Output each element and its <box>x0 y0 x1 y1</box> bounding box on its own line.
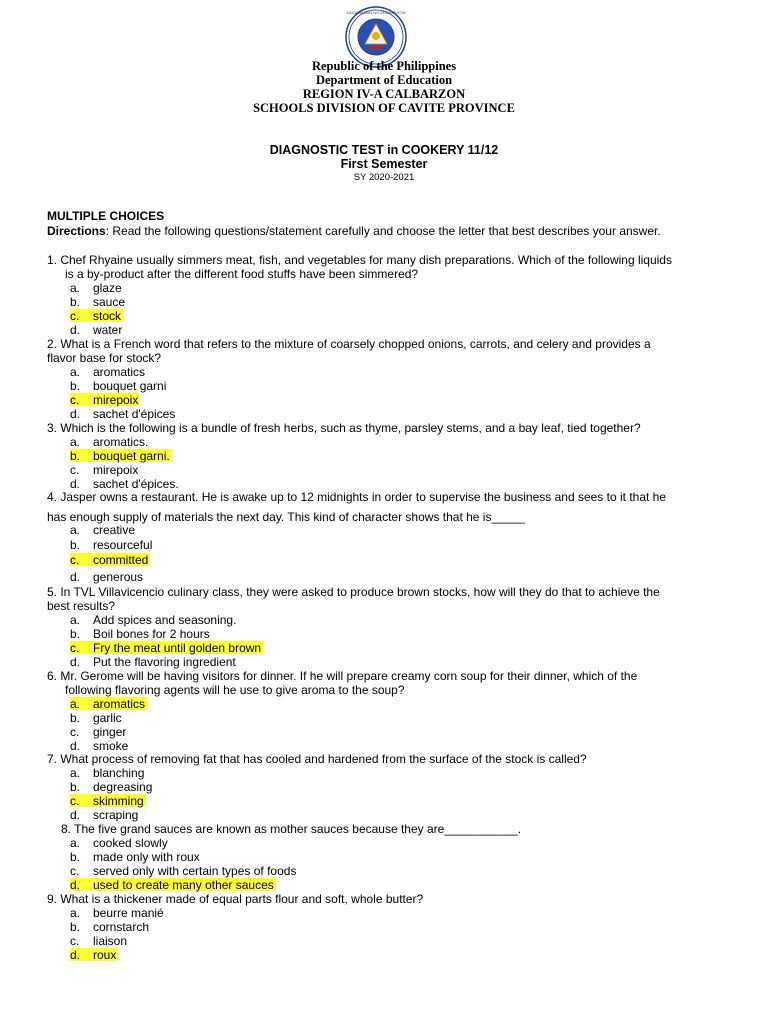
question-8-option <box>70 850 330 864</box>
option-letter: b. <box>70 295 81 309</box>
question-1-option <box>70 323 330 337</box>
option-letter: a. <box>70 523 81 537</box>
question-7-option <box>70 766 330 780</box>
question-5-option <box>70 613 330 627</box>
option-letter: d. <box>70 570 81 584</box>
test-semester: First Semester <box>340 157 428 171</box>
question-9-option <box>70 920 330 934</box>
option-text: smoke <box>93 739 129 753</box>
question-6-option <box>70 725 330 739</box>
option-text: cornstarch <box>93 920 150 934</box>
question-2-text: flavor base for stock? <box>47 351 162 365</box>
highlighted-answer: stock <box>93 309 122 323</box>
option-text: creative <box>93 523 136 537</box>
highlighted-answer: mirepoix <box>93 393 139 407</box>
option-letter: c. <box>70 393 80 407</box>
option-letter: b. <box>70 538 81 552</box>
option-text: aromatics <box>93 365 146 379</box>
question-4-option <box>70 538 330 552</box>
option-letter: a. <box>70 906 81 920</box>
svg-text:KAGAWARAN NG EDUKASYON: KAGAWARAN NG EDUKASYON <box>346 10 406 15</box>
question-1-option <box>70 295 330 309</box>
highlighted-answer: skimming <box>93 794 144 808</box>
question-7-option <box>70 794 330 808</box>
option-letter: b. <box>70 780 81 794</box>
option-letter: b. <box>70 449 81 463</box>
question-7-text: 7. What process of removing fat that has cooled and hardened from the surface of the stock is called? <box>47 752 587 766</box>
question-1-option <box>70 281 330 295</box>
directions <box>47 224 661 238</box>
question-9-option <box>70 948 330 962</box>
highlighted-answer: committed <box>93 553 149 567</box>
option-text: Put the flavoring ingredient <box>93 655 236 669</box>
option-letter: d. <box>70 808 81 822</box>
question-3-option <box>70 435 330 449</box>
option-letter: b. <box>70 711 81 725</box>
option-letter: a. <box>70 365 81 379</box>
question-7-option <box>70 780 330 794</box>
question-4-option <box>70 523 330 537</box>
question-5-option <box>70 627 330 641</box>
option-letter: c. <box>70 864 80 878</box>
option-letter: c. <box>70 309 80 323</box>
question-4-option <box>70 570 330 584</box>
option-text: water <box>93 323 123 337</box>
highlighted-answer: used to create many other sauces <box>93 878 274 892</box>
question-3-option <box>70 463 330 477</box>
header-division: SCHOOLS DIVISION OF CAVITE PROVINCE <box>253 101 515 115</box>
option-text: resourceful <box>93 538 153 552</box>
question-5-text: 5. In TVL Villavicencio culinary class, they were asked to produce brown stocks, how will they do that to achieve the <box>47 585 660 599</box>
option-text: ginger <box>93 725 127 739</box>
option-letter: d. <box>70 407 81 421</box>
option-letter: c. <box>70 725 80 739</box>
question-1-option <box>70 309 330 323</box>
option-letter: a. <box>70 766 81 780</box>
option-letter: d. <box>70 323 81 337</box>
question-4-text: 4. Jasper owns a restaurant. He is awake up to 12 midnights in order to supervise the business and sees to it that he <box>47 490 667 504</box>
option-letter: a. <box>70 281 81 295</box>
option-text: degreasing <box>93 780 153 794</box>
option-letter: d. <box>70 878 81 892</box>
option-letter: c. <box>70 794 80 808</box>
question-2-option <box>70 393 330 407</box>
option-letter: a. <box>70 836 81 850</box>
option-text: served only with certain types of foods <box>93 864 297 878</box>
question-3-option <box>70 449 330 463</box>
question-6-option <box>70 711 330 725</box>
question-2-option <box>70 379 330 393</box>
option-letter: b. <box>70 850 81 864</box>
option-text: blanching <box>93 766 145 780</box>
option-letter: a. <box>70 697 81 711</box>
option-text: Add spices and seasoning. <box>93 613 237 627</box>
question-2-text: 2. What is a French word that refers to the mixture of coarsely chopped onions, carrots, and celery and provides a <box>47 337 651 351</box>
option-text: bouquet garni <box>93 379 167 393</box>
highlighted-answer: bouquet garni. <box>93 449 170 463</box>
highlighted-answer: Fry the meat until golden brown <box>93 641 262 655</box>
question-9-text: 9. What is a thickener made of equal parts flour and soft, whole butter? <box>47 892 424 906</box>
option-text: generous <box>93 570 144 584</box>
question-8-text: 8. The five grand sauces are known as mother sauces because they are___________. <box>61 822 522 836</box>
question-7-option <box>70 808 330 822</box>
option-letter: b. <box>70 920 81 934</box>
option-text: sauce <box>93 295 126 309</box>
question-5-text: best results? <box>47 599 116 613</box>
option-letter: b. <box>70 379 81 393</box>
option-text: sachet d'épices. <box>93 477 179 491</box>
option-letter: d. <box>70 477 81 491</box>
header-region: REGION IV-A CALBARZON <box>302 87 466 101</box>
option-letter: d. <box>70 739 81 753</box>
option-text: made only with roux <box>93 850 200 864</box>
directions-text: : Read the following questions/statement carefully and choose the letter that best describes your answer. <box>105 224 661 238</box>
question-3-option <box>70 477 330 491</box>
question-3-text: 3. Which is the following is a bundle of fresh herbs, such as thyme, parsley stems, and a bay leaf, tied together? <box>47 421 641 435</box>
question-2-option <box>70 407 330 421</box>
option-text: beurre manié <box>93 906 164 920</box>
option-text: sachet d'épices <box>93 407 176 421</box>
option-text: cooked slowly <box>93 836 168 850</box>
option-letter: c. <box>70 641 80 655</box>
question-1-text: 1. Chef Rhyaine usually simmers meat, fish, and vegetables for many dish preparations. Which of the following liquids <box>47 253 672 267</box>
header-republic: Republic of the Philippines <box>311 59 457 73</box>
section-heading: MULTIPLE CHOICES <box>47 209 165 223</box>
option-letter: c. <box>70 463 80 477</box>
option-letter: c. <box>70 553 80 567</box>
option-letter: a. <box>70 435 81 449</box>
highlighted-answer: roux <box>93 948 117 962</box>
question-8-option <box>70 864 330 878</box>
option-text: glaze <box>93 281 122 295</box>
option-text: aromatics. <box>93 435 149 449</box>
question-8-option <box>70 878 330 892</box>
question-6-option <box>70 739 330 753</box>
test-year: SY 2020-2021 <box>353 172 415 183</box>
option-text: mirepoix <box>93 463 139 477</box>
option-letter: d. <box>70 948 81 962</box>
question-8-option <box>70 836 330 850</box>
question-1-text: is a by-product after the different food stuffs have been simmered? <box>65 267 419 281</box>
question-5-option <box>70 641 330 655</box>
question-4-text: has enough supply of materials the next day. This kind of character shows that he is_____ <box>47 510 525 524</box>
option-letter: d. <box>70 655 81 669</box>
option-text: liaison <box>93 934 128 948</box>
question-2-option <box>70 365 330 379</box>
highlighted-answer: aromatics <box>93 697 146 711</box>
question-5-option <box>70 655 330 669</box>
directions-label: Directions <box>47 224 106 238</box>
question-9-option <box>70 934 330 948</box>
question-6-text: 6. Mr. Gerome will be having visitors for dinner. If he will prepare creamy corn soup for their dinner, which of the <box>47 669 638 683</box>
question-6-text: following flavoring agents will he use to give aroma to the soup? <box>65 683 405 697</box>
option-text: Boil bones for 2 hours <box>93 627 210 641</box>
header-department: Department of Education <box>315 73 453 87</box>
question-9-option <box>70 906 330 920</box>
test-title: DIAGNOSTIC TEST in COOKERY 11/12 <box>269 143 499 157</box>
option-text: scraping <box>93 808 139 822</box>
option-letter: c. <box>70 934 80 948</box>
option-letter: a. <box>70 613 81 627</box>
option-letter: b. <box>70 627 81 641</box>
option-text: garlic <box>93 711 122 725</box>
question-6-option <box>70 697 330 711</box>
question-4-option <box>70 553 330 567</box>
